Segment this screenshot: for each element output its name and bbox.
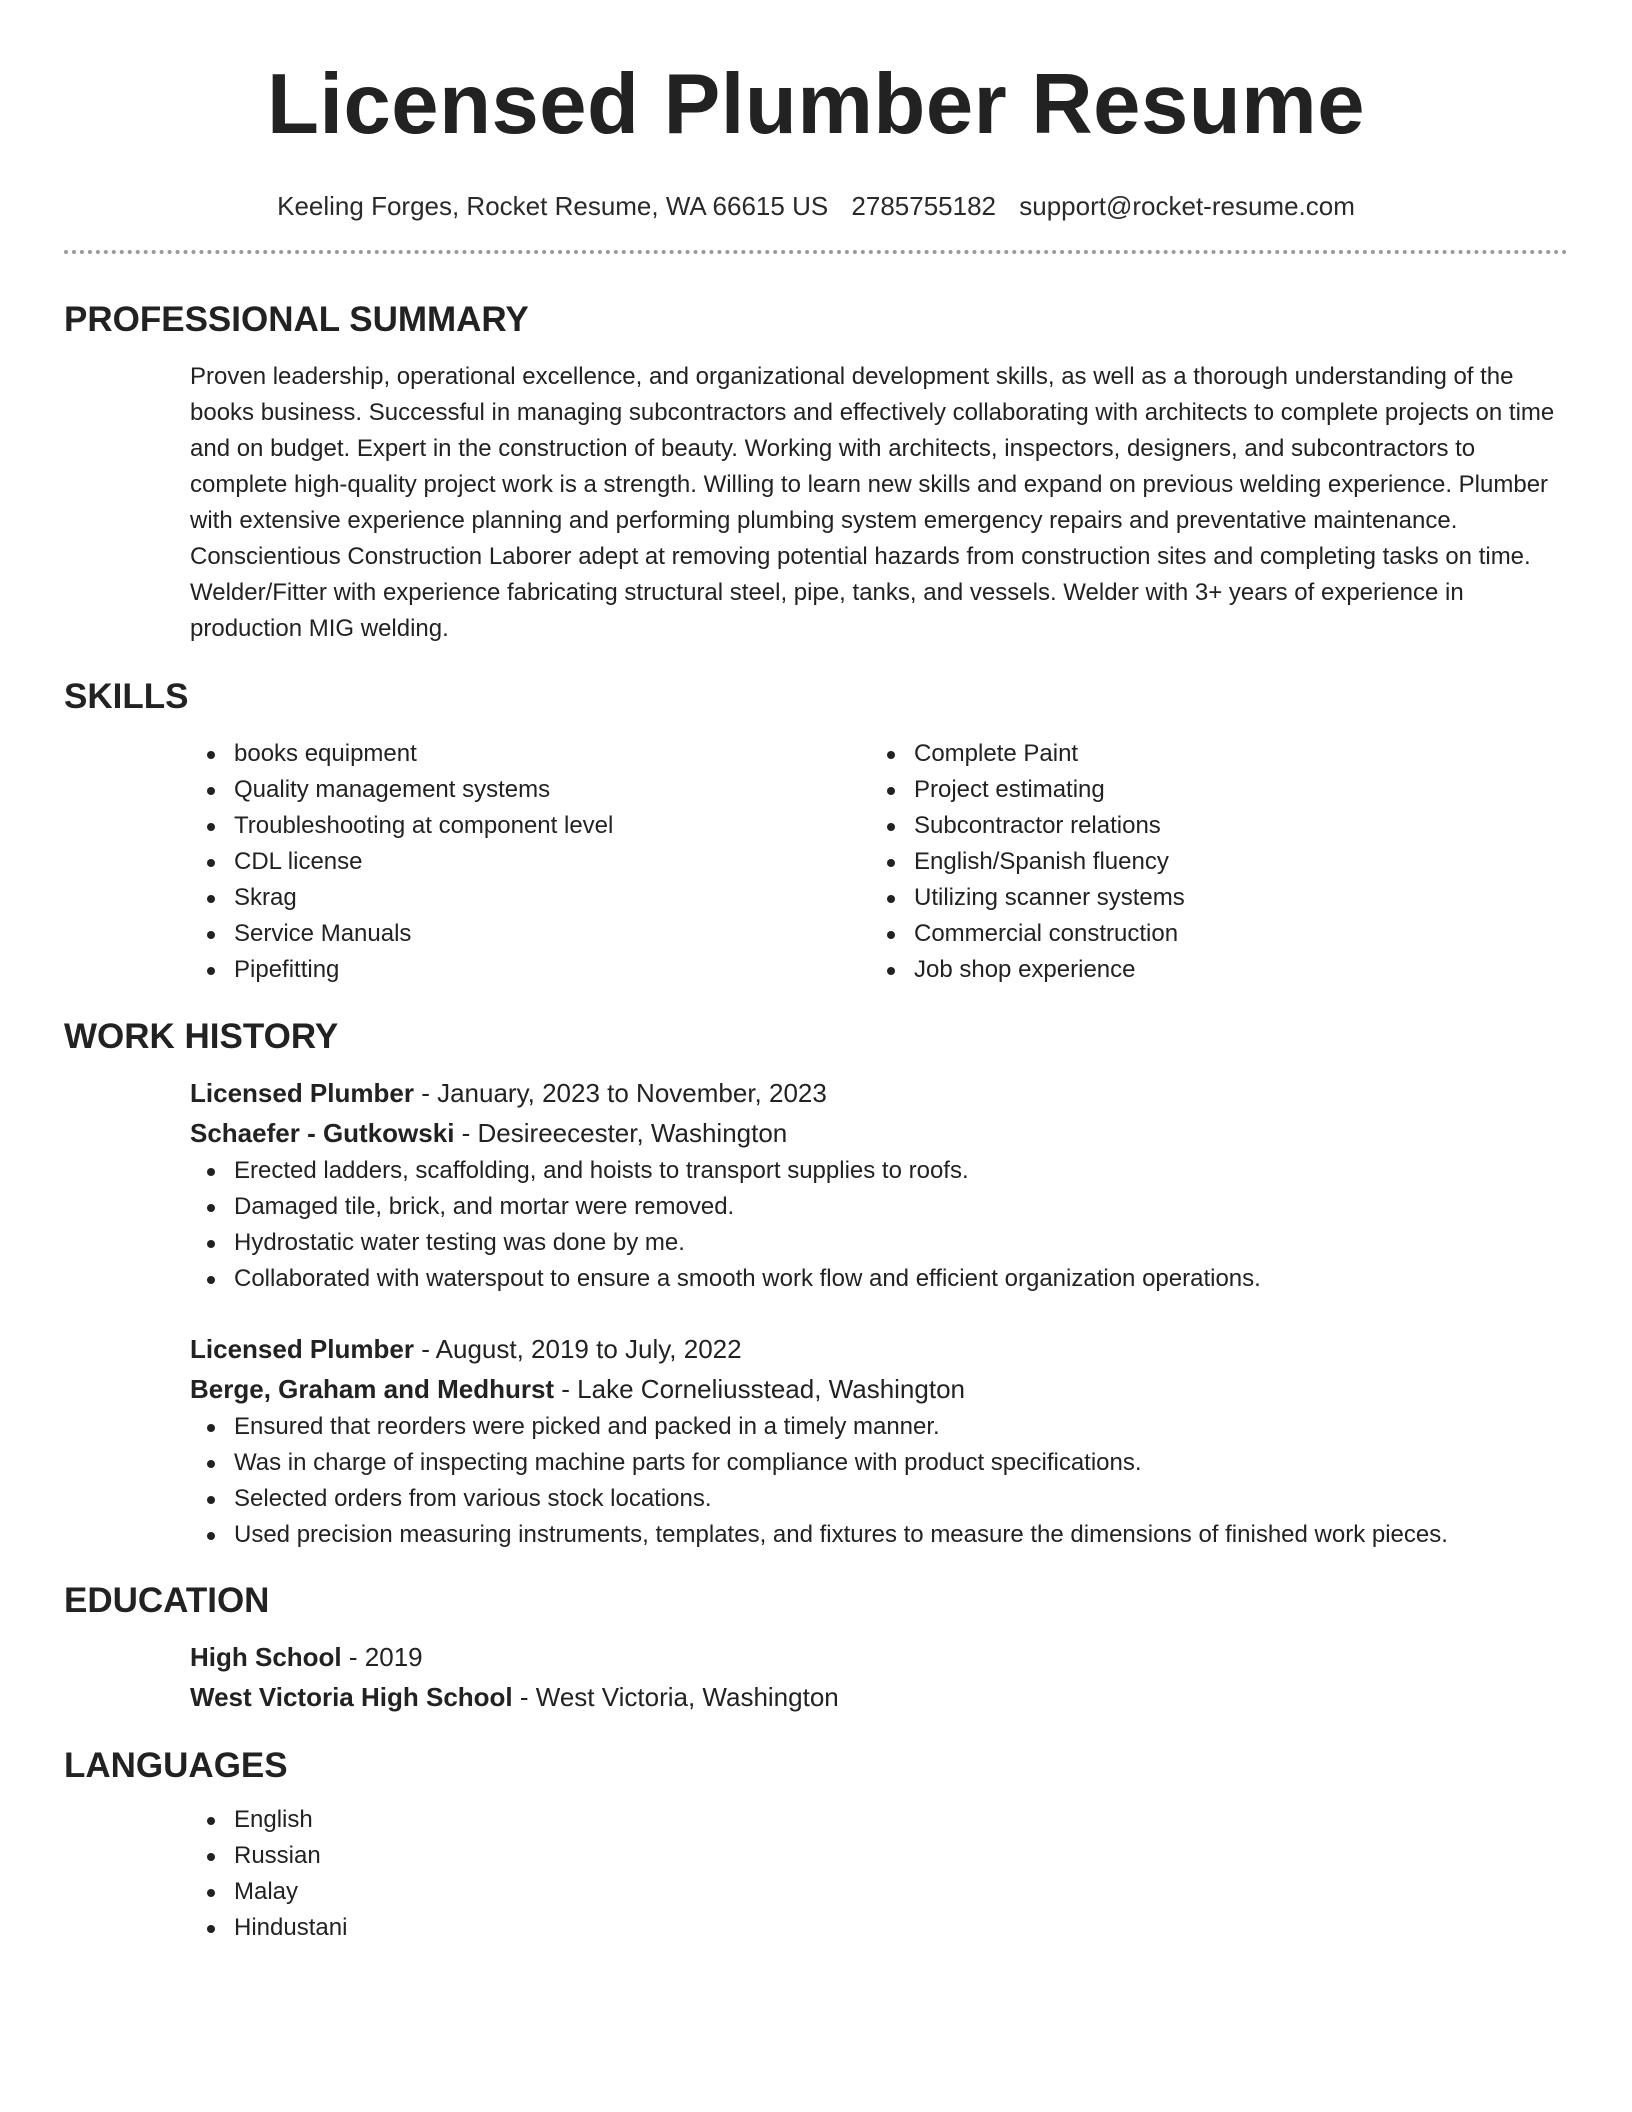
job-dates: - August, 2019 to July, 2022 xyxy=(413,1334,742,1364)
skill-item: Troubleshooting at component level xyxy=(190,808,870,844)
skill-item: Skrag xyxy=(190,880,870,916)
job-location: - Lake Corneliusstead, Washington xyxy=(554,1374,965,1404)
skill-item: Utilizing scanner systems xyxy=(870,880,1550,916)
job-company: Berge, Graham and Medhurst xyxy=(190,1374,555,1404)
skill-item: Complete Paint xyxy=(870,736,1550,772)
header-divider xyxy=(64,250,1568,254)
job-duty: Erected ladders, scaffolding, and hoists to transport supplies to roofs. xyxy=(190,1153,1568,1189)
language-item: Russian xyxy=(190,1838,1568,1874)
language-item: English xyxy=(190,1802,1568,1838)
job-duty: Selected orders from various stock locations. xyxy=(190,1481,1568,1517)
job-company-line xyxy=(190,1369,1568,1409)
work-history-heading: WORK HISTORY xyxy=(64,1017,339,1056)
skills-heading: SKILLS xyxy=(64,677,189,716)
job-title: Licensed Plumber xyxy=(190,1078,414,1108)
education-degree-line xyxy=(190,1637,1568,1677)
job-duty: Was in charge of inspecting machine parts for compliance with product specifications. xyxy=(190,1445,1568,1481)
skill-item: CDL license xyxy=(190,844,870,880)
languages-list xyxy=(190,1802,1568,1946)
job-title-line xyxy=(190,1073,1568,1113)
skills-column-right xyxy=(870,736,1550,988)
skill-item: Service Manuals xyxy=(190,916,870,952)
resume-title: Licensed Plumber Resume xyxy=(267,57,1365,152)
job-dates: - January, 2023 to November, 2023 xyxy=(413,1078,827,1108)
job-duty: Hydrostatic water testing was done by me. xyxy=(190,1225,1568,1261)
job-company: Schaefer - Gutkowski xyxy=(190,1118,455,1148)
job-title-line xyxy=(190,1329,1568,1369)
job-duties xyxy=(190,1409,1568,1553)
skill-item: Job shop experience xyxy=(870,952,1550,988)
skill-item: Project estimating xyxy=(870,772,1550,808)
job-entry xyxy=(190,1329,1568,1553)
language-item: Hindustani xyxy=(190,1910,1568,1946)
skill-item: books equipment xyxy=(190,736,870,772)
education-heading: EDUCATION xyxy=(64,1581,270,1620)
summary-heading: PROFESSIONAL SUMMARY xyxy=(64,300,529,339)
languages-heading: LANGUAGES xyxy=(64,1746,288,1785)
job-duty: Collaborated with waterspout to ensure a smooth work flow and efficient organization operations. xyxy=(190,1261,1568,1297)
language-item: Malay xyxy=(190,1874,1568,1910)
job-duties xyxy=(190,1153,1568,1297)
skills-column-left xyxy=(190,736,870,988)
job-duty: Damaged tile, brick, and mortar were removed. xyxy=(190,1189,1568,1225)
education-degree: High School xyxy=(190,1642,342,1672)
summary-text: Proven leadership, operational excellence, and organizational development skills, as well as a thorough understanding of the books business. Successful in managing subcontractors and effectively collaborating with architects to complete projects on time and on budget. Expert in the construction of beauty. Working with architects, inspectors, designers, and subcontractors to complete high-quality project work is a strength. Willing to learn new skills and expand on previous welding experience. Plumber with extensive experience planning and performing plumbing system emergency repairs and preventative maintenance. Conscientious Construction Laborer adept at removing potential hazards from construction sites and completing tasks on time. Welder/Fitter with experience fabricating structural steel, pipe, tanks, and vessels. Welder with 3+ years of experience in production MIG welding. xyxy=(190,363,1555,642)
contact-address: Keeling Forges, Rocket Resume, WA 66615 US xyxy=(277,191,829,221)
skill-item: English/Spanish fluency xyxy=(870,844,1550,880)
contact-email: support@rocket-resume.com xyxy=(1019,191,1355,221)
skills-list xyxy=(190,736,1568,988)
job-duty: Used precision measuring instruments, templates, and fixtures to measure the dimensions of finished work pieces. xyxy=(190,1517,1568,1553)
education-year: - 2019 xyxy=(341,1642,423,1672)
contact-phone: 2785755182 xyxy=(851,191,997,221)
skill-item: Subcontractor relations xyxy=(870,808,1550,844)
skill-item: Commercial construction xyxy=(870,916,1550,952)
education-entry xyxy=(190,1637,1568,1717)
skill-item: Quality management systems xyxy=(190,772,870,808)
job-entry xyxy=(190,1073,1568,1297)
languages-section xyxy=(190,1802,1568,1946)
education-location: - West Victoria, Washington xyxy=(512,1682,839,1712)
education-school: West Victoria High School xyxy=(190,1682,513,1712)
job-title: Licensed Plumber xyxy=(190,1334,414,1364)
job-company-line xyxy=(190,1113,1568,1153)
job-duty: Ensured that reorders were picked and packed in a timely manner. xyxy=(190,1409,1568,1445)
job-location: - Desireecester, Washington xyxy=(454,1118,788,1148)
summary-section xyxy=(190,359,1568,647)
skill-item: Pipefitting xyxy=(190,952,870,988)
education-school-line xyxy=(190,1677,1568,1717)
contact-line xyxy=(64,188,1568,224)
